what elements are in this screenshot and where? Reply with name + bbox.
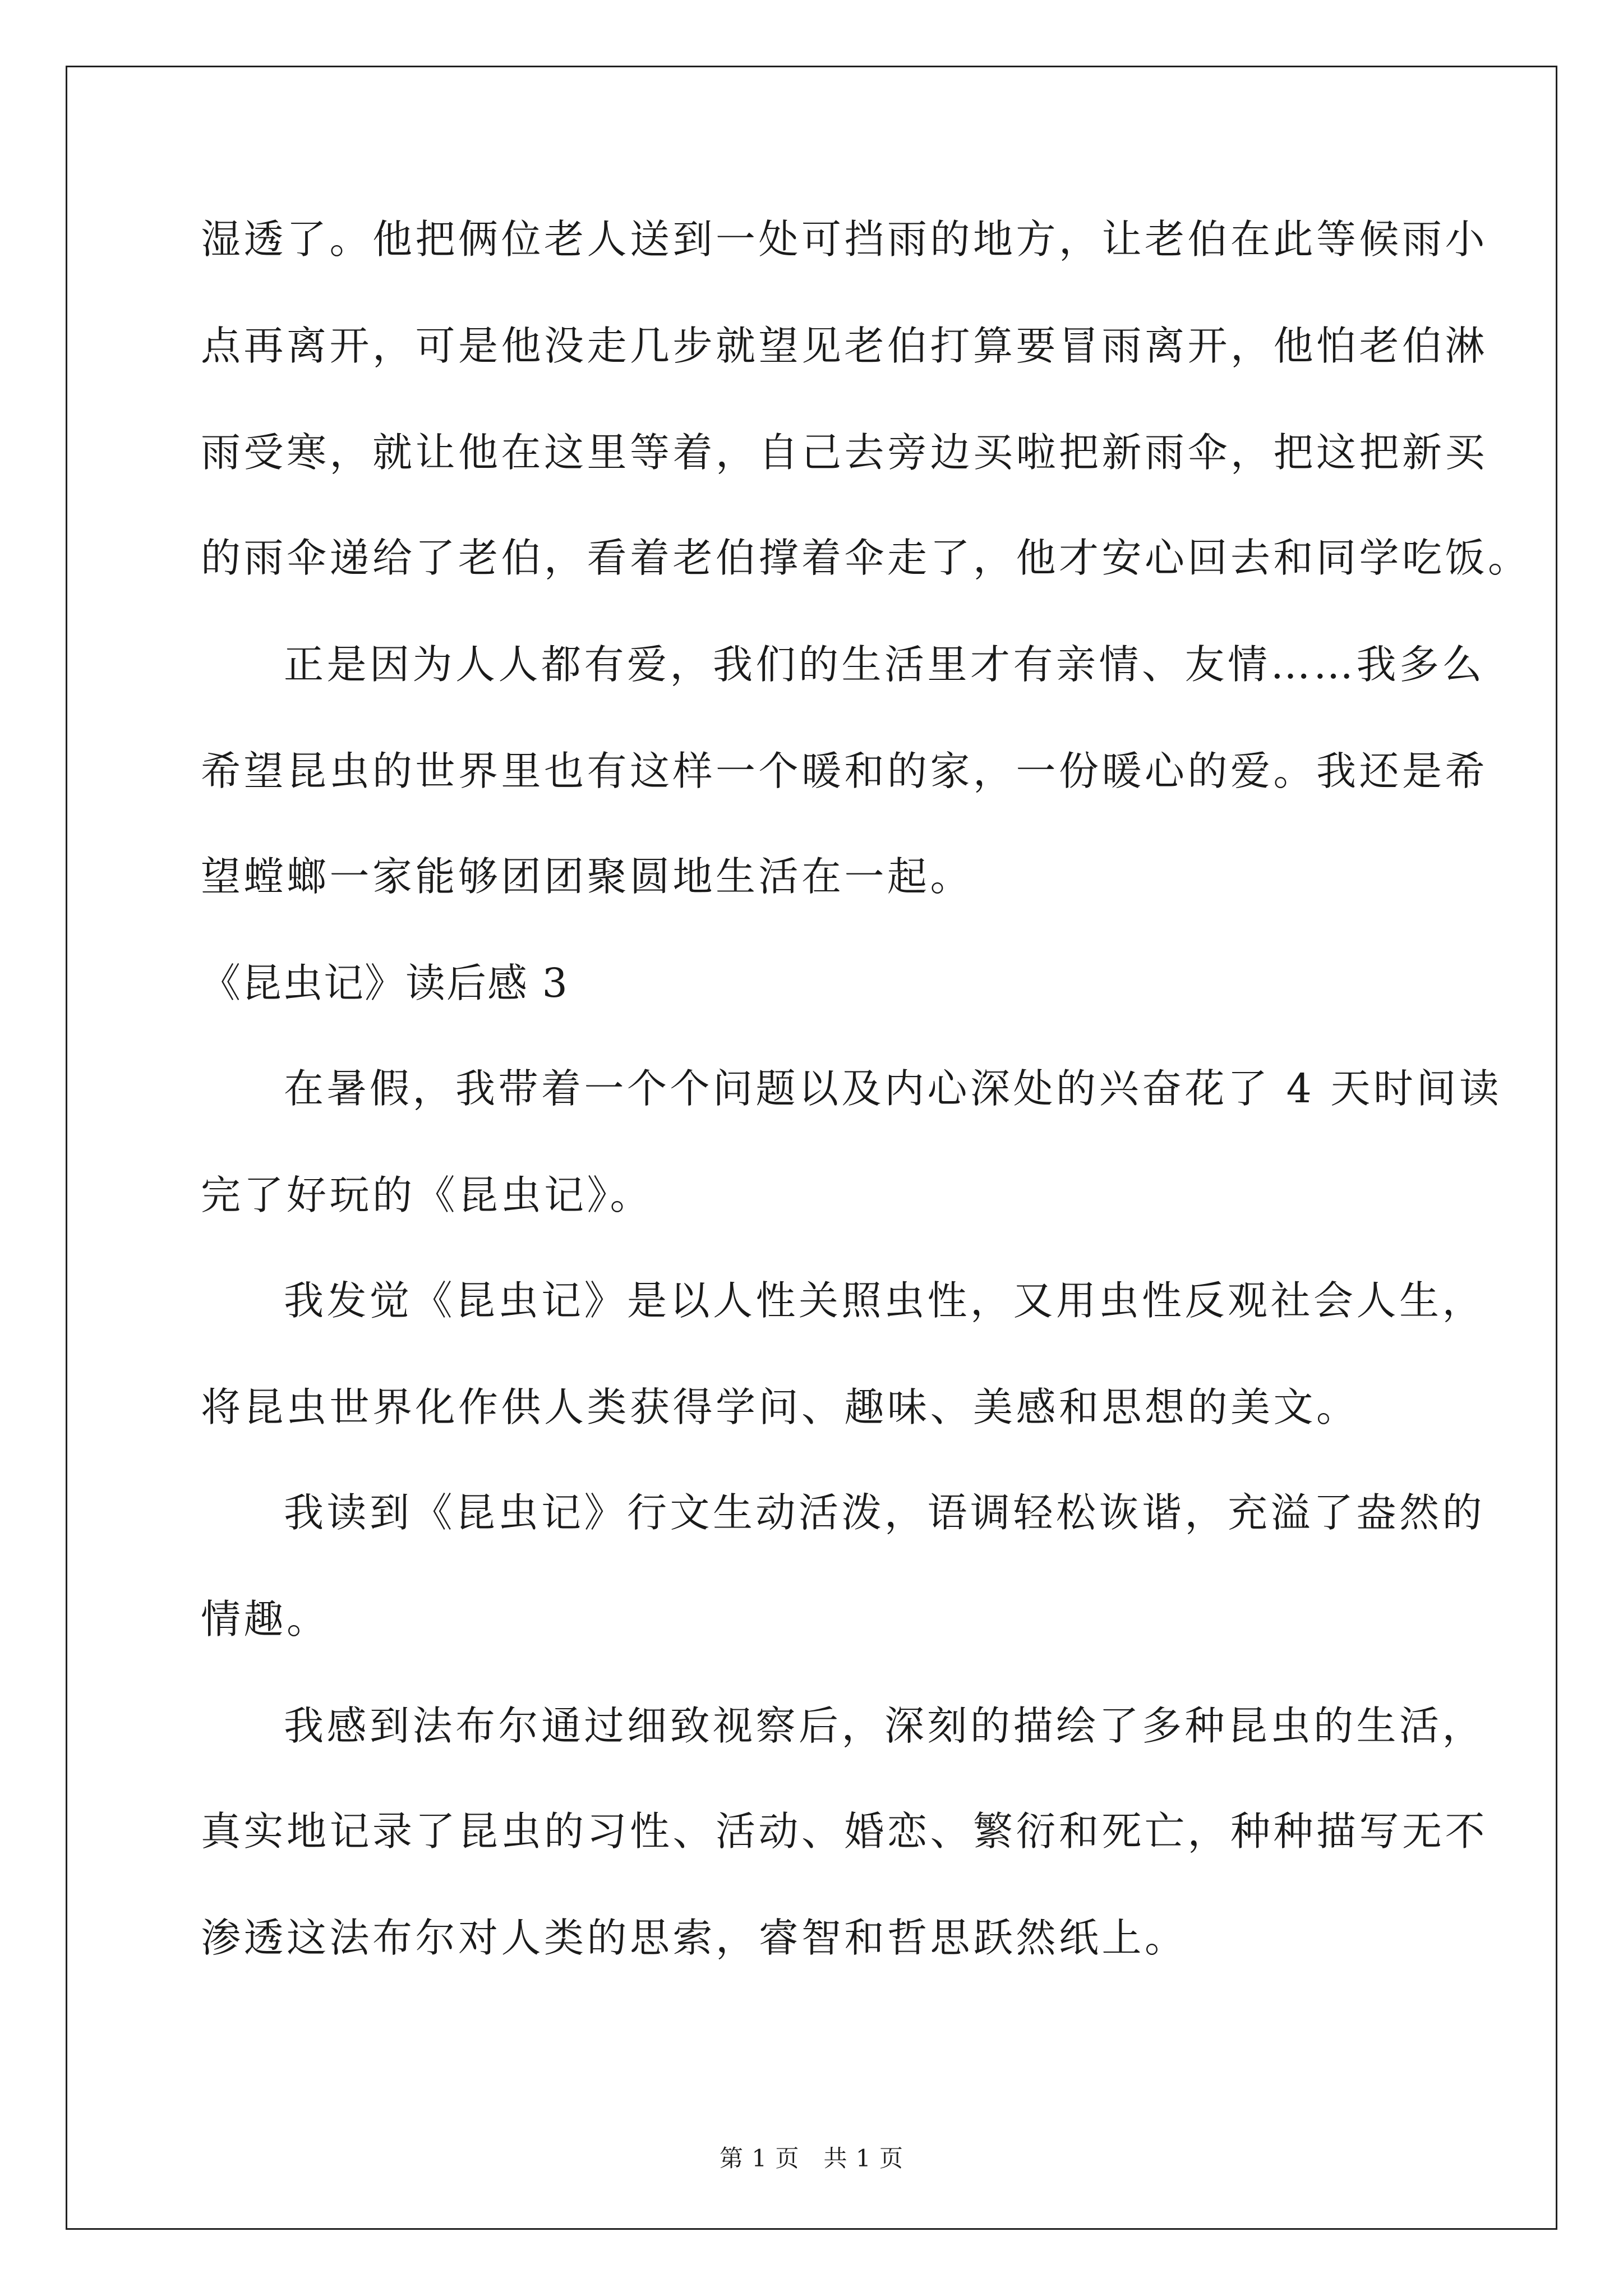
paragraph-line: 正是因为人人都有爱，我们的生活里才有亲情、友情……我多么 xyxy=(284,641,1486,688)
paragraph-line: 将昆虫世界化作供人类获得学问、趣味、美感和思想的美文。 xyxy=(201,1384,1359,1430)
paragraph-line: 情趣。 xyxy=(201,1596,330,1642)
page-border xyxy=(66,66,1557,2230)
section-heading: 《昆虫记》读后感 3 xyxy=(201,960,569,1006)
paragraph-line: 完了好玩的《昆虫记》。 xyxy=(201,1172,653,1218)
page-footer: 第 1 页 共 1 页 xyxy=(720,2145,903,2172)
paragraph-line: 真实地记录了昆虫的习性、活动、婚恋、繁衍和死亡，种种描写无不 xyxy=(201,1808,1488,1855)
paragraph-line: 点再离开，可是他没走几步就望见老伯打算要冒雨离开，他怕老伯淋 xyxy=(201,323,1488,369)
paragraph-line: 渗透这法布尔对人类的思索，睿智和哲思跃然纸上。 xyxy=(201,1915,1188,1961)
paragraph-line: 雨受寒，就让他在这里等着，自己去旁边买啦把新雨伞，把这把新买 xyxy=(201,429,1488,476)
paragraph-line: 我发觉《昆虫记》是以人性关照虫性，又用虫性反观社会人生， xyxy=(284,1277,1486,1324)
paragraph-line: 望螳螂一家能够团团聚圆地生活在一起。 xyxy=(201,853,974,900)
paragraph-line: 我感到法布尔通过细致视察后，深刻的描绘了多种昆虫的生活， xyxy=(284,1703,1486,1749)
paragraph-line: 希望昆虫的世界里也有这样一个暖和的家，一份暖心的爱。我还是希 xyxy=(201,748,1488,794)
paragraph-line: 湿透了。他把俩位老人送到一处可挡雨的地方，让老伯在此等候雨小 xyxy=(201,216,1488,263)
paragraph-line: 我读到《昆虫记》行文生动活泼，语调轻松诙谐，充溢了盎然的 xyxy=(284,1489,1486,1536)
paragraph-line: 的雨伞递给了老伯，看着老伯撑着伞走了，他才安心回去和同学吃饭。 xyxy=(201,535,1531,581)
paragraph-line: 在暑假，我带着一个个问题以及内心深处的兴奋花了 4 天时间读 xyxy=(284,1065,1502,1112)
